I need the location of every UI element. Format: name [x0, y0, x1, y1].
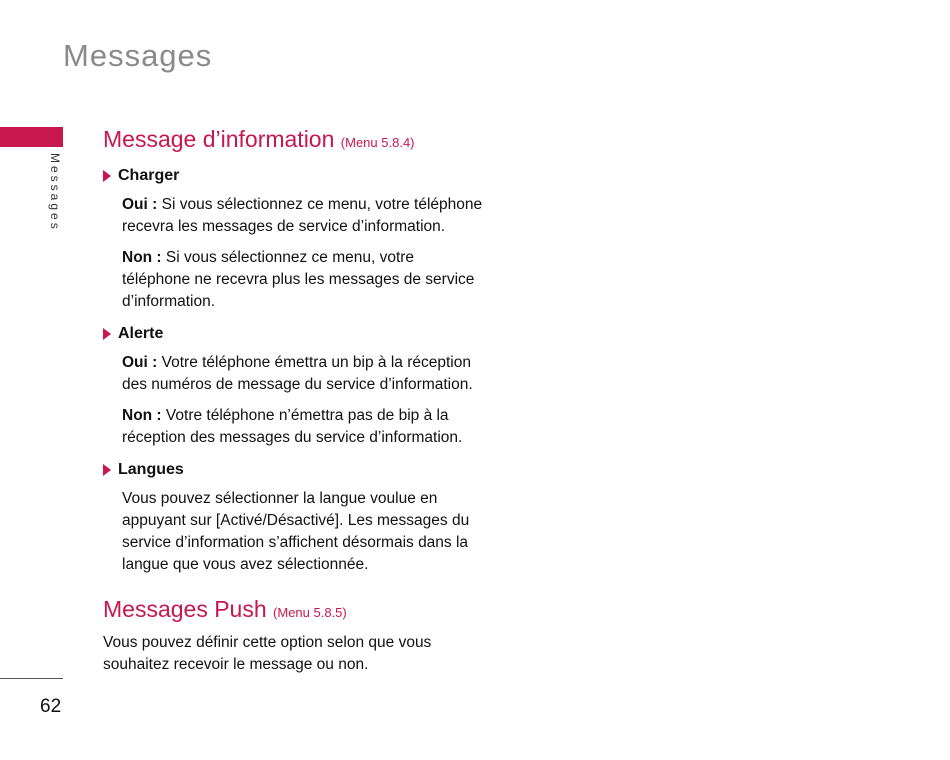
subsection-charger	[103, 164, 483, 313]
option-text: Si vous sélectionnez ce menu, votre téléphone ne recevra plus les messages de service d’information.	[122, 249, 475, 310]
option-text: Votre téléphone n’émettra pas de bip à la réception des messages du service d’information.	[122, 407, 463, 446]
main-content	[103, 122, 483, 676]
menu-reference: (Menu 5.8.5)	[273, 605, 347, 620]
page-number: 62	[40, 696, 62, 717]
section-title: Message d’information	[103, 126, 335, 152]
option-label: Non :	[122, 249, 162, 266]
subsection-alerte	[103, 322, 483, 449]
section-heading-information	[103, 122, 483, 160]
subsection-heading	[103, 458, 483, 482]
option-label: Oui :	[122, 354, 158, 371]
option-text: Si vous sélectionnez ce menu, votre téléphone recevra les messages de service d’information.	[122, 196, 483, 235]
subsection-heading	[103, 322, 483, 346]
subsection-title: Charger	[118, 167, 180, 184]
bottom-divider	[0, 678, 63, 679]
subsection-title: Langues	[118, 461, 184, 478]
side-tab-marker	[0, 127, 63, 147]
option-label: Non :	[122, 407, 162, 424]
subsection-heading	[103, 164, 483, 188]
option-text: Votre téléphone émettra un bip à la réception des numéros de message du service d’information.	[122, 354, 473, 393]
option-description	[122, 194, 483, 238]
subsection-langues	[103, 458, 483, 576]
triangle-arrow-icon	[103, 464, 111, 476]
option-description	[122, 488, 483, 576]
page-header-title: Messages	[63, 38, 213, 73]
section-body-text: Vous pouvez définir cette option selon que vous souhaitez recevoir le message ou non.	[103, 634, 432, 673]
section-heading-push	[103, 592, 483, 630]
option-label: Oui :	[122, 196, 158, 213]
side-section-label: Messages	[48, 153, 62, 232]
option-description	[122, 405, 483, 449]
subsection-title: Alerte	[118, 325, 164, 342]
triangle-arrow-icon	[103, 170, 111, 182]
triangle-arrow-icon	[103, 328, 111, 340]
option-text: Vous pouvez sélectionner la langue voulue en appuyant sur [Activé/Désactivé]. Les messages du service d’information s’affichent désormais dans la langue que vous avez sélectionnée.	[122, 490, 470, 573]
section-title: Messages Push	[103, 596, 267, 622]
section-messages-push	[103, 592, 483, 676]
menu-reference: (Menu 5.8.4)	[340, 135, 415, 150]
option-description	[122, 247, 483, 313]
option-description	[122, 352, 483, 396]
